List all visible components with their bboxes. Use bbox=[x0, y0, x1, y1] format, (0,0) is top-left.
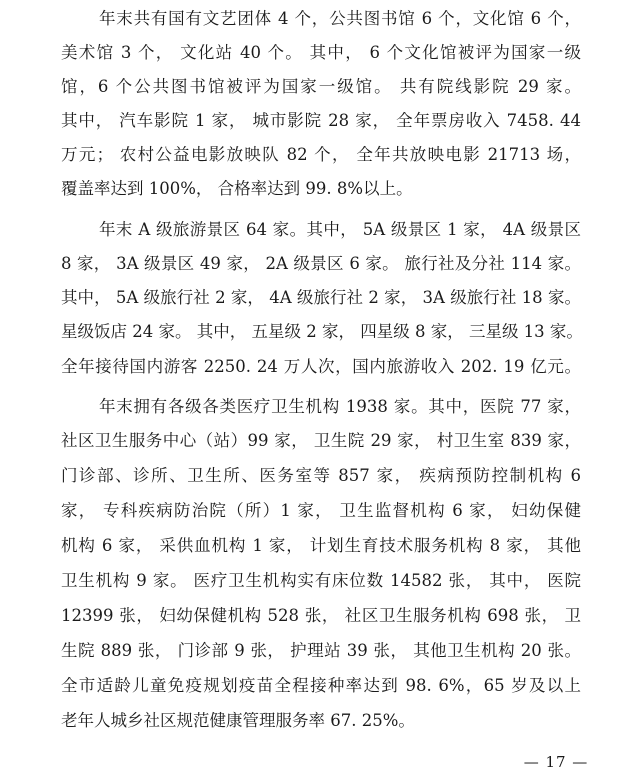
healthcare-paragraph-line: 生院 889 张， 门诊部 9 张， 护理站 39 张， 其他卫生机构 20 张。 bbox=[61, 641, 581, 660]
healthcare-paragraph-line: 家， 专科疾病防治院（所）1 家， 卫生监督机构 6 家， 妇幼保健 bbox=[61, 501, 581, 520]
healthcare-paragraph-line: 门诊部、诊所、卫生所、医务室等 857 家， 疾病预防控制机构 6 bbox=[61, 466, 581, 485]
healthcare-paragraph-line: 机构 6 家， 采供血机构 1 家， 计划生育技术服务机构 8 家， 其他 bbox=[61, 536, 581, 555]
culture-paragraph-line: 万元； 农村公益电影放映队 82 个， 全年共放映电影 21713 场， bbox=[61, 145, 581, 164]
culture-paragraph-line: 其中， 汽车影院 1 家， 城市影院 28 家， 全年票房收入 7458. 44 bbox=[61, 111, 581, 130]
healthcare-paragraph-line: 卫生机构 9 家。 医疗卫生机构实有床位数 14582 张， 其中， 医院 bbox=[61, 571, 581, 590]
culture-paragraph-line: 覆盖率达到 100%， 合格率达到 99. 8%以上。 bbox=[61, 179, 413, 198]
tourism-paragraph-line: 年末 A 级旅游景区 64 家。其中， 5A 级景区 1 家， 4A 级景区 bbox=[99, 220, 581, 239]
tourism-paragraph-line: 其中， 5A 级旅行社 2 家， 4A 级旅行社 2 家， 3A 级旅行社 18 家。 bbox=[61, 288, 581, 307]
healthcare-paragraph-line: 全市适龄儿童免疫规划疫苗全程接种率达到 98. 6%，65 岁及以上 bbox=[61, 676, 581, 695]
culture-paragraph-line: 美术馆 3 个， 文化站 40 个。 其中， 6 个文化馆被评为国家一级 bbox=[61, 43, 581, 62]
healthcare-paragraph-line: 12399 张， 妇幼保健机构 528 张， 社区卫生服务机构 698 张， 卫 bbox=[61, 606, 581, 625]
healthcare-paragraph-line: 老年人城乡社区规范健康管理服务率 67. 25%。 bbox=[61, 711, 415, 730]
healthcare-paragraph-line: 社区卫生服务中心（站）99 家， 卫生院 29 家， 村卫生室 839 家， bbox=[61, 431, 581, 450]
page-number: — 17 — bbox=[523, 753, 589, 771]
tourism-paragraph-line: 星级饭店 24 家。 其中， 五星级 2 家， 四星级 8 家， 三星级 13 家。 bbox=[61, 322, 583, 341]
culture-paragraph-line: 年末共有国有文艺团体 4 个，公共图书馆 6 个，文化馆 6 个， bbox=[99, 9, 581, 28]
culture-paragraph-line: 馆，6 个公共图书馆被评为国家一级馆。 共有院线影院 29 家。 bbox=[61, 77, 581, 96]
tourism-paragraph-line: 8 家， 3A 级景区 49 家， 2A 级景区 6 家。 旅行社及分社 114 家。 bbox=[61, 254, 581, 273]
healthcare-paragraph-line: 年末拥有各级各类医疗卫生机构 1938 家。其中，医院 77 家， bbox=[99, 397, 581, 416]
tourism-paragraph-line: 全年接待国内游客 2250. 24 万人次，国内旅游收入 202. 19 亿元。 bbox=[61, 357, 581, 376]
